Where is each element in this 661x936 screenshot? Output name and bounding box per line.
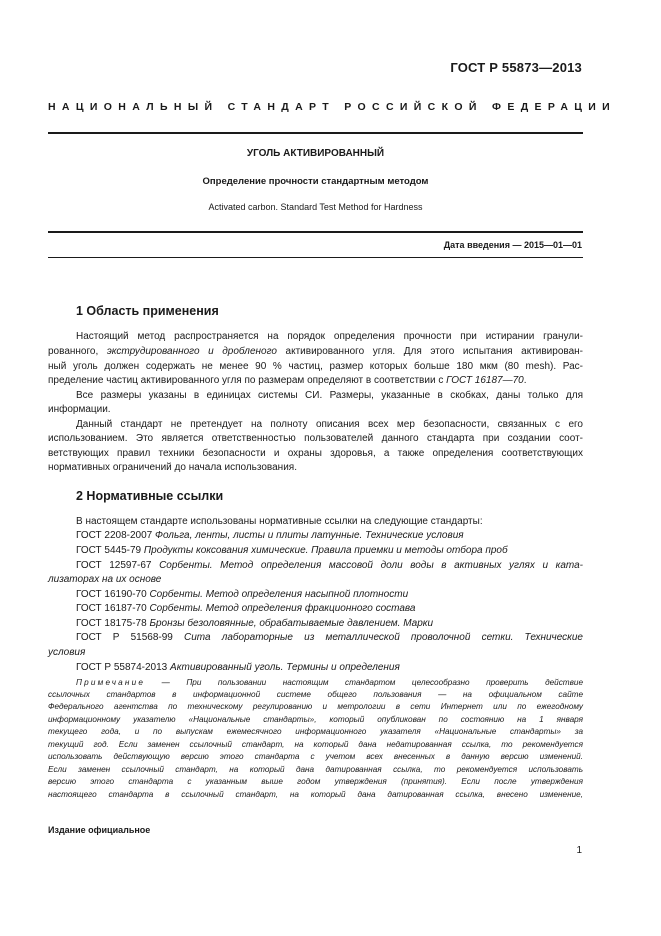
- reference-item-continued: [48, 646, 583, 659]
- standard-subtitle-ru: Определение прочности стандартным методом: [202, 176, 429, 187]
- reference-item: [48, 544, 583, 557]
- section-2-heading: 2 Нормативные ссылки: [76, 489, 224, 503]
- text-span-italic: экструдированного и дробленого: [106, 346, 277, 357]
- note-line: настоящего стандарта в ссылочный стандарт, на который дана датированная ссылка, внесено изменение,: [48, 790, 583, 799]
- national-standard-title: НАЦИОНАЛЬНЫЙ СТАНДАРТ РОССИЙСКОЙ ФЕДЕРАЦИИ: [48, 101, 617, 113]
- reference-item: [48, 529, 583, 542]
- reference-title: Бронзы безоловянные, обрабатываемые давлением. Марки: [149, 618, 434, 629]
- reference-item-continued: [48, 573, 583, 586]
- reference-item: [48, 661, 583, 674]
- reference-code: ГОСТ Р 55874-2013: [76, 662, 171, 673]
- note-line: Федерального агентства по техническому регулированию и метрологии в сети Интернет или по ежегодному: [48, 702, 583, 711]
- reference-item: [48, 631, 583, 644]
- reference-code: ГОСТ 18175-78: [76, 618, 150, 629]
- references-intro: В настоящем стандарте использованы нормативные ссылки на следующие стандарты:: [76, 516, 483, 527]
- reference-item: [48, 559, 583, 572]
- standard-title-ru: УГОЛЬ АКТИВИРОВАННЫЙ: [246, 148, 385, 159]
- reference-code: ГОСТ 5445-79: [76, 545, 144, 556]
- note-line: ссылочных стандартов в информационной системе общего пользования — на официальном сайте: [48, 690, 583, 699]
- standard-title-en: Activated carbon. Standard Test Method for Hardness: [208, 202, 423, 212]
- reference-title: Сорбенты. Метод определения насыпной плотности: [149, 589, 409, 600]
- reference-code: ГОСТ 16187-70: [76, 603, 150, 614]
- paragraph-line: [48, 374, 583, 387]
- reference-item: [48, 588, 583, 601]
- official-edition-label: Издание официальное: [48, 825, 151, 835]
- note-line: Если заменен ссылочный стандарт, на который дана датированная ссылка, то рекомендуется использовать: [48, 765, 583, 774]
- paragraph-line: информации.: [48, 404, 111, 415]
- reference-item: [48, 617, 583, 630]
- page-number: 1: [576, 845, 582, 856]
- note-line: информационному указателю «Национальные стандарты», который опубликован по состоянию на 1 января: [48, 715, 583, 724]
- note-line: текущий год. Если заменен ссылочный стандарт, на который дана недатированная ссылка, то рекомендуется: [48, 740, 583, 749]
- reference-title: Фольга, ленты, листы и плиты латунные. Технические условия: [155, 530, 464, 541]
- reference-title: Сорбенты. Метод определения массовой доли воды в активных углях и ката-: [159, 560, 583, 571]
- text-span: пределение частиц активированного угля по размерам определяют в соответствии с: [48, 375, 447, 386]
- paragraph-line: использованием. Это является ответственностью пользователей данного стандарта при создании соот-: [48, 433, 583, 444]
- divider-top: [48, 132, 583, 134]
- note-line: использовать действующую версию этого стандарта с учетом всех внесенных в данную версию изменений.: [48, 752, 583, 761]
- divider-thick: [48, 231, 583, 233]
- note-text: — При пользовании настоящим стандартом целесообразно проверить действие: [145, 678, 583, 687]
- reference-item: [48, 602, 583, 615]
- divider-thin: [48, 257, 583, 258]
- paragraph-line: ветствующих правил техники безопасности и охраны здоровья, а также определения соответствующих: [48, 448, 583, 459]
- reference-title: Сита лабораторные из металлической проволочной сетки. Технические: [184, 632, 583, 643]
- reference-code: ГОСТ 2208-2007: [76, 530, 156, 541]
- reference-title: условия: [48, 647, 86, 658]
- paragraph-line: Все размеры указаны в единицах системы СИ. Размеры, указанные в скобках, даны только для: [76, 390, 583, 401]
- paragraph-line: ный уголь должен содержать не менее 90 % частиц, размер которых больше 180 мкм (80 mesh). Рас-: [48, 361, 583, 372]
- note-label: Примечание: [76, 678, 146, 687]
- paragraph-line: [48, 345, 583, 358]
- paragraph-line: Настоящий метод распространяется на порядок определения прочности при истирании гранули-: [76, 331, 583, 342]
- reference-title: лизаторах на их основе: [48, 574, 162, 585]
- text-span: активированного угля. Для этого испытания активирован-: [276, 346, 583, 357]
- note-line: текущего года, и по выпускам ежемесячного информационного указателя «Национальные стандарты» за: [48, 727, 583, 736]
- paragraph-line: нормативных ограничений до начала использования.: [48, 462, 297, 473]
- reference-title: Активированный уголь. Термины и определения: [170, 662, 400, 673]
- text-span: рованного,: [48, 346, 107, 357]
- reference-title: Сорбенты. Метод определения фракционного состава: [149, 603, 416, 614]
- reference-code: ГОСТ 12597-67: [76, 560, 160, 571]
- note-line: версию этого стандарта с указанным выше годом утверждения (принятия). Если после утверждения: [48, 777, 583, 786]
- reference-title: Продукты коксования химические. Правила приемки и методы отбора проб: [143, 545, 508, 556]
- text-span: .: [523, 375, 527, 386]
- paragraph-line: Данный стандарт не претендует на полноту описания всех мер безопасности, связанных с его: [76, 419, 583, 430]
- note-line: [48, 677, 583, 688]
- reference-code: ГОСТ Р 51568-99: [76, 632, 184, 643]
- section-1-heading: 1 Область применения: [76, 304, 219, 318]
- reference-code: ГОСТ 16190-70: [76, 589, 150, 600]
- introduction-date: Дата введения — 2015—01—01: [443, 240, 582, 250]
- document-code: ГОСТ Р 55873—2013: [450, 60, 582, 75]
- text-span-italic: ГОСТ 16187—70: [446, 375, 524, 386]
